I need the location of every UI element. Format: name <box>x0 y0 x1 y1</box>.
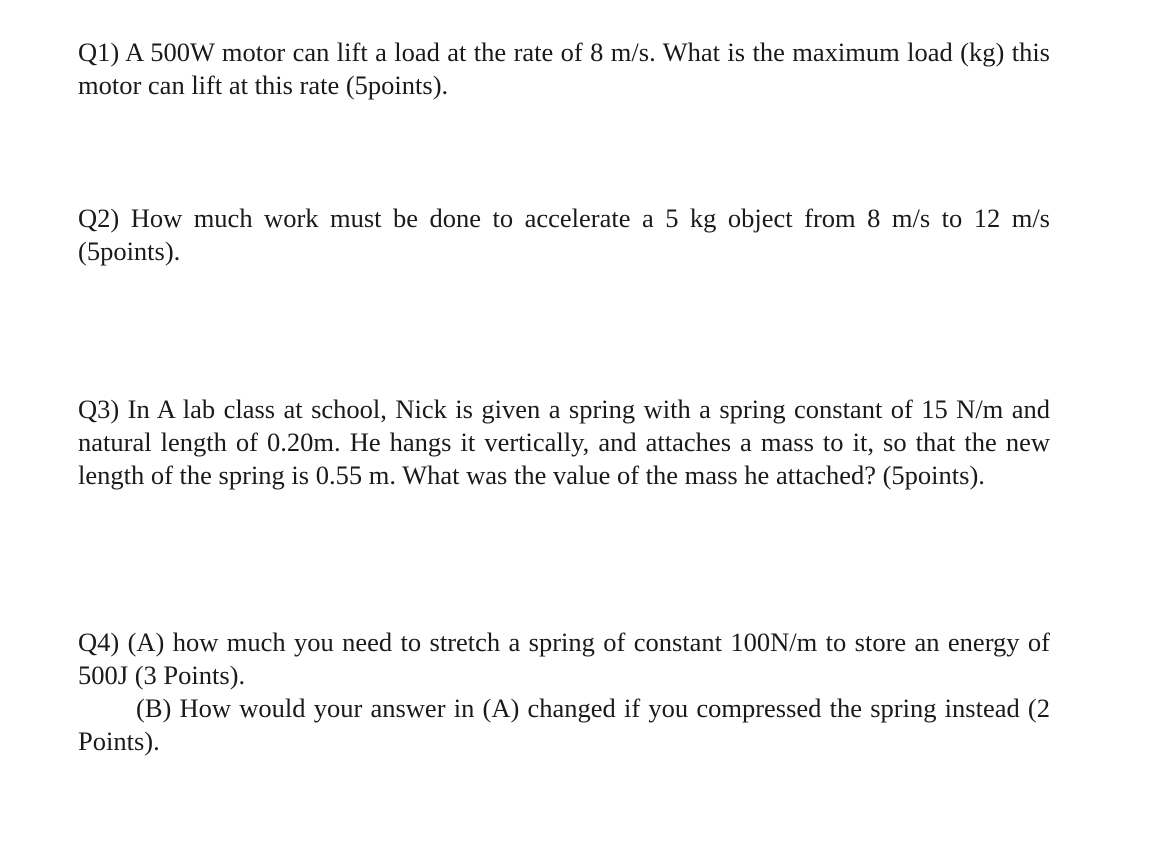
question-4 <box>78 626 1050 758</box>
question-3: Q3) In A lab class at school, Nick is given a spring with a spring constant of 15 N/m and natural length of 0.20m. He hangs it vertically, and attaches a mass to it, so that the new length of the spring is 0.55 m. What was the value of the mass he attached? (5points). <box>78 394 1050 490</box>
question-4-part-a: Q4) (A) how much you need to stretch a spring of constant 100N/m to store an energy of 500J (3 Points). <box>78 627 1050 690</box>
question-2: Q2) How much work must be done to accelerate a 5 kg object from 8 m/s to 12 m/s (5points). <box>78 203 1050 266</box>
question-4-part-b: (B) How would your answer in (A) changed if you compressed the spring instead (2 Points). <box>78 693 1050 756</box>
question-1: Q1) A 500W motor can lift a load at the rate of 8 m/s. What is the maximum load (kg) this motor can lift at this rate (5points). <box>78 37 1050 100</box>
